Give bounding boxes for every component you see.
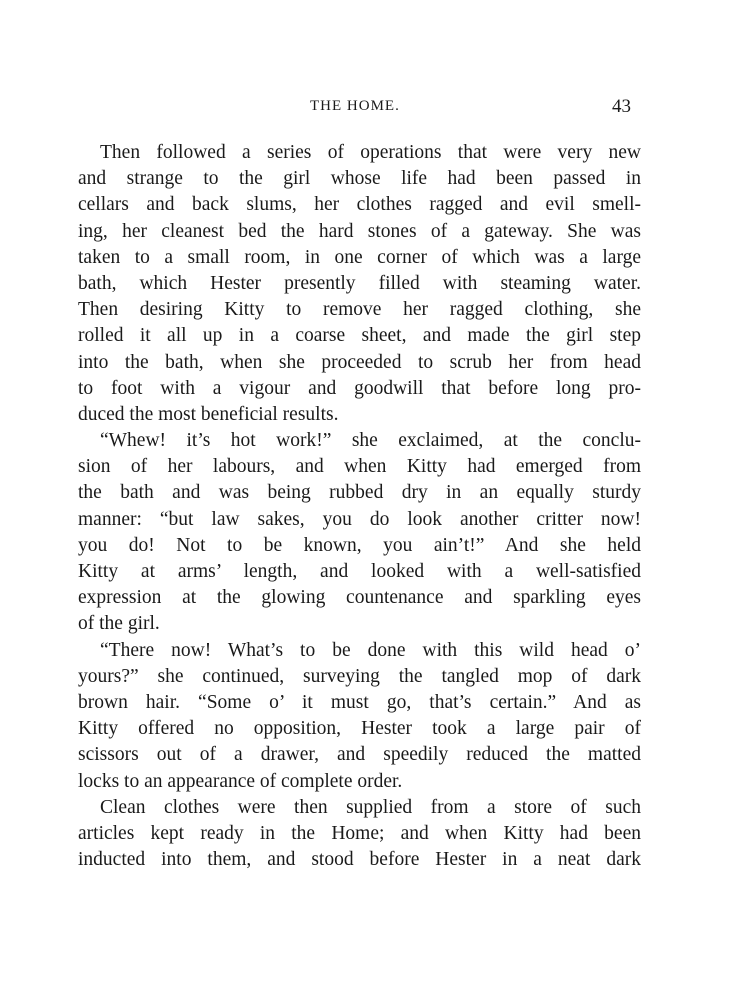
text-line: rolled it all up in a coarse sheet, and made the girl step: [78, 325, 641, 347]
text-line: into the bath, when she proceeded to scrub her from head: [78, 351, 641, 373]
text-line: “Whew! it’s hot work!” she exclaimed, at the conclu-: [100, 430, 641, 452]
text-line: bath, which Hester presently filled with steaming water.: [78, 272, 641, 294]
paragraph-3: [78, 638, 641, 795]
text-line: cellars and back slums, her clothes ragged and evil smell-: [78, 194, 641, 216]
text-line: sion of her labours, and when Kitty had emerged from: [78, 456, 641, 478]
text-line: manner: “but law sakes, you do look another critter now!: [78, 508, 641, 530]
paragraph-1: [78, 140, 641, 428]
text-line: “There now! What’s to be done with this wild head o’: [100, 639, 641, 661]
text-line: Kitty at arms’ length, and looked with a well-satisfied: [78, 561, 641, 582]
text-line: of the girl.: [78, 613, 160, 635]
paragraph-4: [78, 795, 641, 874]
text-line: the bath and was being rubbed dry in an equally sturdy: [78, 482, 641, 504]
text-line: you do! Not to be known, you ain’t!” And she held: [78, 534, 641, 556]
text-line: and strange to the girl whose life had been passed in: [78, 168, 641, 190]
page-number: 43: [612, 96, 631, 117]
text-line: to foot with a vigour and goodwill that before long pro-: [78, 377, 641, 399]
text-line: articles kept ready in the Home; and when Kitty had been: [78, 822, 641, 844]
text-line: Then followed a series of operations that were very new: [100, 142, 641, 163]
text-line: expression at the glowing countenance and sparkling eyes: [78, 587, 641, 609]
text-line: Kitty offered no opposition, Hester took a large pair of: [78, 718, 641, 740]
text-line: yours?” she continued, surveying the tangled mop of dark: [78, 665, 641, 687]
paragraph-2: [78, 428, 641, 638]
running-title: THE HOME.: [310, 98, 400, 114]
text-line: Clean clothes were then supplied from a store of such: [100, 796, 641, 818]
text-line: locks to an appearance of complete order.: [78, 770, 403, 792]
body-text: [78, 140, 641, 873]
text-line: brown hair. “Some o’ it must go, that’s certain.” And as: [78, 691, 641, 713]
text-line: inducted into them, and stood before Hester in a neat dark: [78, 849, 641, 871]
text-line: Then desiring Kitty to remove her ragged clothing, she: [78, 299, 641, 321]
text-line: duced the most beneficial results.: [78, 403, 339, 425]
text-line: ing, her cleanest bed the hard stones of a gateway. She was: [78, 220, 641, 242]
text-line: taken to a small room, in one corner of which was a large: [78, 246, 641, 268]
running-head: [0, 98, 729, 122]
text-line: scissors out of a drawer, and speedily reduced the matted: [78, 744, 641, 766]
